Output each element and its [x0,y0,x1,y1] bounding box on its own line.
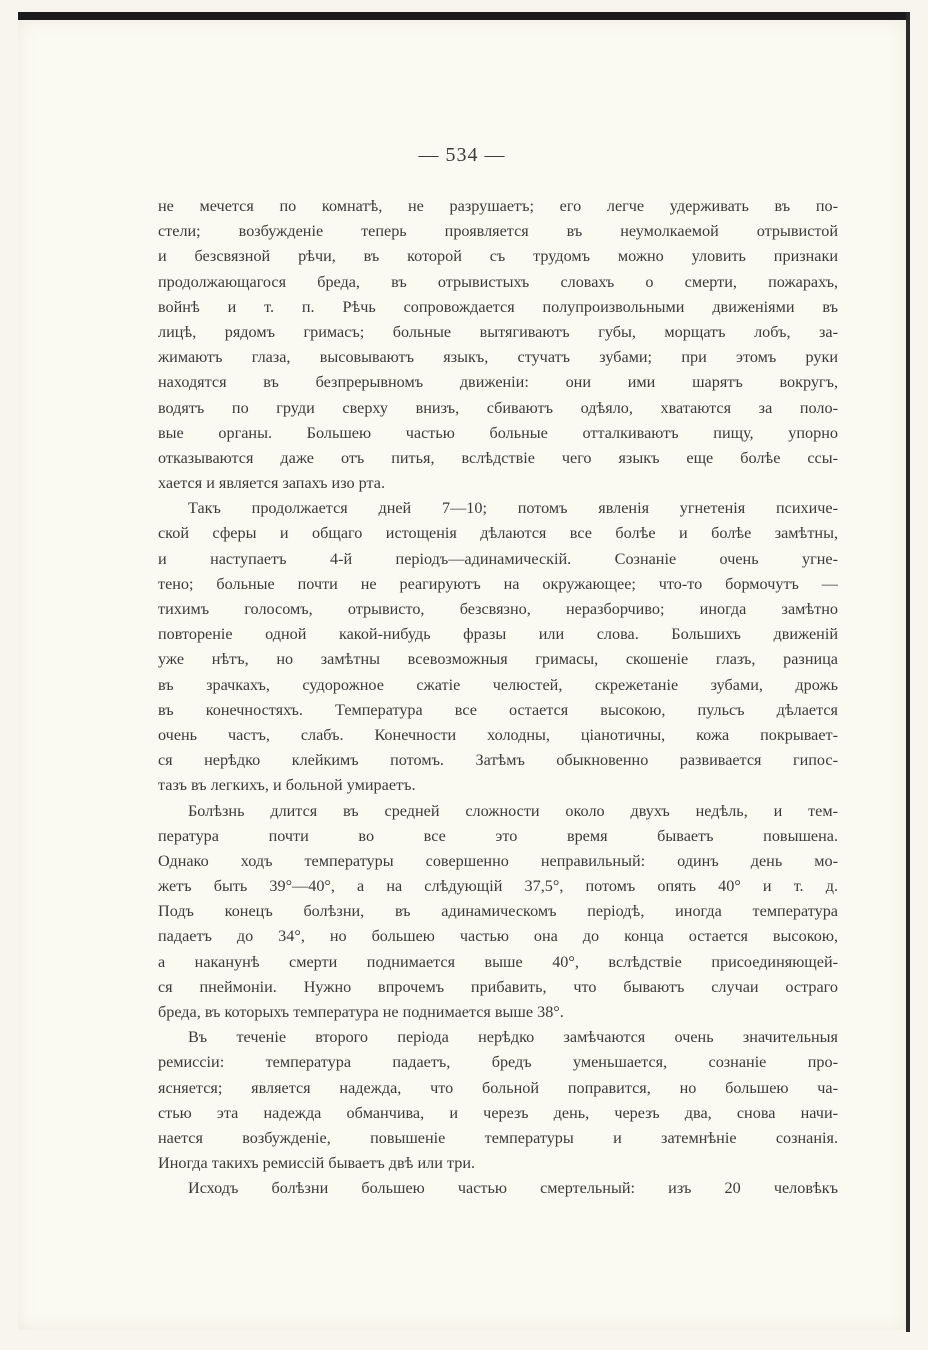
body-text [158,194,838,1202]
text-line: нается возбужденіе, повышеніе температуры и затемнѣніе сознанія. [158,1128,838,1147]
text-line: Болѣзнь длится въ средней сложности около двухъ недѣль, и тем- [188,801,838,820]
text-line: Исходъ болѣзни большею частью смертельный: изъ 20 человѣкъ [188,1179,838,1198]
text-line: тазъ въ легкихъ, и больной умираетъ. [158,776,416,795]
text-line: хается и является запахъ изо рта. [158,474,386,493]
text-line: стели; возбужденіе теперь проявляется въ неумолкаемой отрывистой [158,222,838,241]
text-line: пература почти во все это время бываетъ повышена. [158,826,838,845]
text-line: жимаютъ глаза, высовываютъ языкъ, стучатъ зубами; при этомъ руки [158,348,838,367]
text-line: ся пнеймоніи. Нужно впрочемъ прибавить, что бываютъ случаи остраго [158,977,838,996]
text-line: стью эта надежда обманчива, и черезъ день, черезъ два, снова начи- [158,1103,838,1122]
text-line: а наканунѣ смерти поднимается выше 40°, вслѣдствіе присоединяющей- [158,952,838,971]
text-line: вые органы. Большею частью больные отталкиваютъ пищу, упорно [158,423,838,442]
text-line: въ зрачкахъ, судорожное сжатіе челюстей, скрежетаніе зубами, дрожь [158,675,838,694]
text-line: повтореніе одной какой-нибудь фразы или слова. Большихъ движеній [158,625,838,644]
text-line: въ конечностяхъ. Температура все остается высокою, пульсъ дѣлается [158,700,838,719]
text-line: Однако ходъ температуры совершенно неправильный: одинъ день мо- [158,851,838,870]
text-line: уже нѣтъ, но замѣтны всевозможныя гримасы, скошеніе глазъ, разница [158,650,838,669]
text-line: Подъ конецъ болѣзни, въ адинамическомъ періодѣ, иногда температура [158,902,838,921]
book-page [18,20,906,1330]
text-line: жетъ быть 39°—40°, а на слѣдующій 37,5°, потомъ опять 40° и т. д. [158,877,838,896]
text-line: Иногда такихъ ремиссій бываетъ двѣ или три. [158,1154,476,1173]
text-line: бреда, въ которыхъ температура не поднимается выше 38°. [158,1003,564,1021]
text-line: очень частъ, слабъ. Конечности холодны, ціанотичны, кожа покрывает- [158,725,838,744]
text-line: и безсвязной рѣчи, въ которой съ трудомъ можно уловить признаки [158,247,838,266]
text-line: отказываются даже отъ питья, вслѣдствіе чего языкъ еще болѣе ссы- [158,448,838,467]
text-line: падаетъ до 34°, но большею частью она до конца остается высокою, [158,927,838,946]
text-line: войнѣ и т. п. Рѣчь сопровождается полупроизвольными движеніями въ [158,297,838,316]
text-line: Въ теченіе второго періода нерѣдко замѣчаются очень значительныя [188,1028,838,1047]
text-line: Такъ продолжается дней 7—10; потомъ явленія угнетенія психиче- [188,499,838,518]
text-line: ся нерѣдко клейкимъ потомъ. Затѣмъ обыкновенно развивается гипос- [158,751,838,770]
text-line: лицѣ, рядомъ гримасъ; больные вытягиваютъ губы, морщатъ лобъ, за- [158,322,838,341]
text-line: не мечется по комнатѣ, не разрушаетъ; его легче удерживать въ по- [158,197,838,215]
text-line: тено; больные почти не реагируютъ на окружающее; что-то бормочутъ — [158,574,838,593]
scan-right-edge [906,12,910,1332]
text-line: ской сферы и общаго истощенія дѣлаются все болѣе и болѣе замѣтны, [158,524,838,543]
text-line: тихимъ голосомъ, отрывисто, безсвязно, неразборчиво; иногда замѣтно [158,600,838,618]
text-line: продолжающагося бреда, въ отрывистыхъ словахъ о смерти, пожарахъ, [158,272,838,291]
page-number: — 534 — [418,144,506,166]
text-line: находятся въ безпрерывномъ движеніи: они ими шарятъ вокругъ, [158,373,838,392]
text-line: и наступаетъ 4-й періодъ—адинамическій. Сознаніе очень угне- [158,549,838,568]
text-line: водятъ по груди сверху внизъ, сбиваютъ одѣяло, хватаются за поло- [158,398,838,417]
text-line: ясняется; является надежда, что больной поправится, но большею ча- [158,1078,838,1097]
text-line: ремиссіи: температура падаетъ, бредъ уменьшается, сознаніе про- [158,1053,838,1072]
